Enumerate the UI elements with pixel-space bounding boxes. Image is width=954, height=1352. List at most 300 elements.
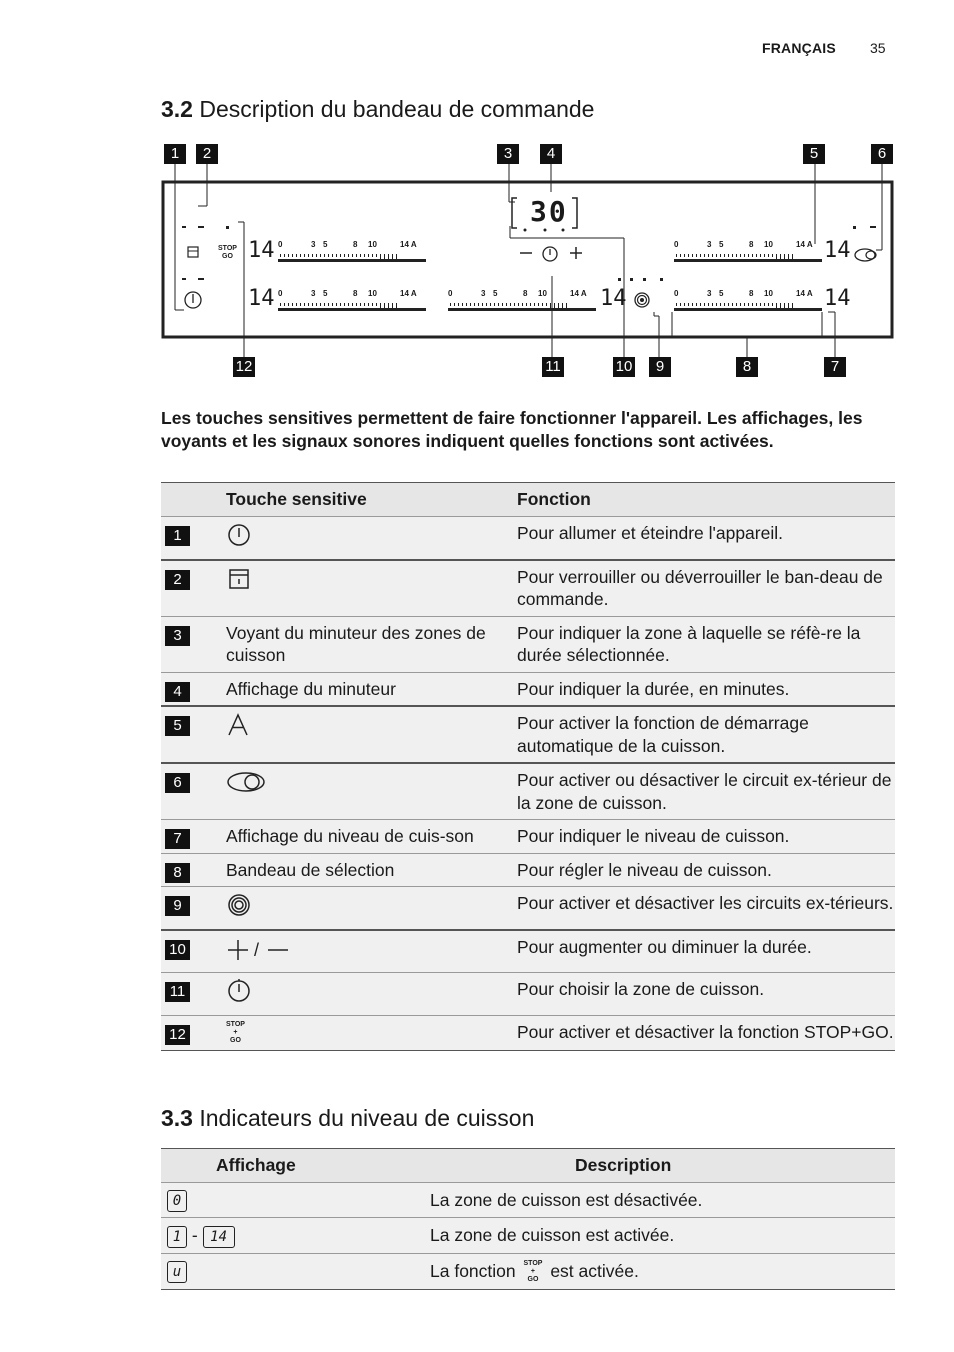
slider-tick bbox=[696, 254, 697, 257]
table-row bbox=[161, 887, 895, 930]
section-title-3-2 bbox=[161, 96, 594, 123]
slider-tick bbox=[332, 254, 333, 257]
scale-tick-label: 5 bbox=[323, 289, 328, 298]
slider-tick bbox=[328, 254, 329, 257]
slider-tick bbox=[384, 303, 385, 308]
header-function: Fonction bbox=[517, 483, 895, 517]
slider-tick bbox=[296, 303, 297, 306]
slider-tick bbox=[308, 303, 309, 306]
function-cell: Pour allumer et éteindre l'appareil. bbox=[517, 517, 895, 560]
scale-tick-label: 3 bbox=[481, 289, 486, 298]
display-zero: 0 bbox=[167, 1190, 187, 1212]
slider-tick bbox=[744, 303, 745, 306]
slider-tick bbox=[364, 254, 365, 257]
slider-tick bbox=[680, 303, 681, 306]
slider-tick bbox=[292, 303, 293, 306]
slider-tick bbox=[470, 303, 471, 306]
scale-tick-label: 0 bbox=[278, 240, 283, 249]
slider-tick bbox=[566, 303, 567, 308]
scale-tick-label: 0 bbox=[278, 289, 283, 298]
display-u: u bbox=[167, 1261, 187, 1283]
table-row bbox=[161, 616, 895, 672]
callout-11: 11 bbox=[542, 357, 564, 377]
timer-icon bbox=[226, 978, 252, 1010]
slider-bar bbox=[448, 308, 596, 311]
table-row bbox=[161, 763, 895, 820]
slider-tick bbox=[760, 254, 761, 257]
slider-tick bbox=[312, 254, 313, 257]
slider-tick bbox=[344, 303, 345, 306]
slider-tick bbox=[792, 303, 793, 308]
slider-tick bbox=[538, 303, 539, 306]
slider-tick bbox=[360, 254, 361, 257]
function-cell: Pour indiquer la durée, en minutes. bbox=[517, 672, 895, 706]
row-number-badge: 10 bbox=[165, 940, 190, 960]
level-display-3: 14 bbox=[600, 286, 627, 311]
scale-tick-label: 3 bbox=[707, 240, 712, 249]
slider-tick bbox=[736, 254, 737, 257]
slider-tick bbox=[764, 303, 765, 306]
slider-tick bbox=[760, 303, 761, 306]
slider-tick bbox=[384, 254, 385, 259]
function-cell: Pour activer la fonction de démarrage automatique de la cuisson. bbox=[517, 706, 895, 763]
lock-icon bbox=[226, 566, 252, 598]
slider-tick bbox=[304, 254, 305, 257]
function-cell: Pour activer et désactiver les circuits ex-térieurs. bbox=[517, 887, 895, 930]
slider-tick bbox=[780, 254, 781, 259]
scale-tick-label: 8 bbox=[749, 240, 754, 249]
slider-tick bbox=[376, 303, 377, 306]
section-number: 3.3 bbox=[161, 1105, 193, 1131]
slider-tick bbox=[332, 303, 333, 306]
slider-tick bbox=[740, 303, 741, 306]
scale-tick-label: 5 bbox=[719, 240, 724, 249]
row-number-cell bbox=[161, 560, 226, 617]
slider-tick bbox=[780, 303, 781, 308]
row-number-cell bbox=[161, 1015, 226, 1050]
slider-tick bbox=[712, 303, 713, 306]
callout-3: 3 bbox=[497, 144, 519, 164]
slider-tick bbox=[530, 303, 531, 306]
slider-bar bbox=[674, 308, 822, 311]
touch-cell bbox=[226, 1015, 517, 1050]
header-display: Affichage bbox=[161, 1149, 416, 1183]
range-separator: - bbox=[191, 1225, 198, 1246]
slider-tick bbox=[740, 254, 741, 257]
slider-tick bbox=[486, 303, 487, 306]
slider-tick bbox=[510, 303, 511, 306]
scale-tick-label: 3 bbox=[311, 240, 316, 249]
slider-tick bbox=[340, 303, 341, 306]
slider-tick bbox=[688, 254, 689, 257]
slider-tick bbox=[708, 254, 709, 257]
function-cell: Pour augmenter ou diminuer la durée. bbox=[517, 930, 895, 973]
row-number-badge: 5 bbox=[165, 716, 190, 736]
table-row bbox=[161, 560, 895, 617]
display-cell bbox=[161, 1183, 416, 1218]
slider-tick bbox=[676, 254, 677, 257]
description-cell bbox=[416, 1253, 895, 1289]
slider-tick bbox=[680, 254, 681, 257]
description-cell: La zone de cuisson est désactivée. bbox=[416, 1183, 895, 1218]
description-cell: La zone de cuisson est activée. bbox=[416, 1218, 895, 1253]
slider-tick bbox=[368, 303, 369, 306]
scale-tick-label: 5 bbox=[719, 289, 724, 298]
slider-tick bbox=[316, 254, 317, 257]
slider-tick bbox=[368, 254, 369, 257]
touch-cell bbox=[226, 930, 517, 973]
slider-tick bbox=[696, 303, 697, 306]
slider-tick bbox=[752, 303, 753, 306]
header-touch: Touche sensitive bbox=[226, 483, 517, 517]
slider-tick bbox=[348, 254, 349, 257]
slider-tick bbox=[308, 254, 309, 257]
display-cell bbox=[161, 1218, 416, 1253]
callout-2: 2 bbox=[196, 144, 218, 164]
slider-tick bbox=[450, 303, 451, 306]
slider-tick bbox=[542, 303, 543, 306]
row-number-cell bbox=[161, 616, 226, 672]
section-title-3-3 bbox=[161, 1105, 534, 1132]
slider-tick bbox=[296, 254, 297, 257]
slider-tick bbox=[752, 254, 753, 257]
touch-cell bbox=[226, 672, 517, 706]
function-cell: Pour indiquer la zone à laquelle se réfè-re la durée sélectionnée. bbox=[517, 616, 895, 672]
slider-tick bbox=[768, 254, 769, 257]
slider-tick bbox=[724, 254, 725, 257]
slider-tick bbox=[684, 254, 685, 257]
slider-tick bbox=[396, 303, 397, 308]
slider-tick bbox=[324, 254, 325, 257]
slider-tick bbox=[506, 303, 507, 306]
callout-4: 4 bbox=[540, 144, 562, 164]
slider-tick bbox=[348, 303, 349, 306]
slider-tick bbox=[288, 303, 289, 306]
display-one: 1 bbox=[167, 1226, 187, 1248]
letter-a-icon bbox=[226, 712, 252, 744]
stop-go-icon: STOP + GO bbox=[226, 1020, 245, 1044]
power-icon bbox=[226, 522, 252, 554]
slider-bar bbox=[674, 259, 822, 262]
callout-9: 9 bbox=[649, 357, 671, 377]
slider-tick bbox=[764, 254, 765, 257]
slider-tick bbox=[380, 254, 381, 259]
slider-tick bbox=[558, 303, 559, 308]
scale-tick-label: 8 bbox=[353, 240, 358, 249]
slider-tick bbox=[396, 254, 397, 259]
scale-tick-label: 3 bbox=[707, 289, 712, 298]
slider-tick bbox=[364, 303, 365, 306]
slider-tick bbox=[312, 303, 313, 306]
row-number-cell bbox=[161, 672, 226, 706]
slider-tick bbox=[300, 303, 301, 306]
table-header-row bbox=[161, 483, 895, 517]
touch-label: Voyant du minuteur des zones de cuisson bbox=[226, 622, 486, 665]
slider-tick bbox=[772, 254, 773, 257]
scale-tick-label: 10 bbox=[538, 289, 547, 298]
slider-tick bbox=[388, 303, 389, 308]
slider-tick bbox=[776, 303, 777, 308]
header-language: FRANÇAIS bbox=[762, 40, 836, 56]
row-number-cell bbox=[161, 706, 226, 763]
scale-tick-label: 5 bbox=[323, 240, 328, 249]
function-cell: Pour verrouiller ou déverrouiller le ban-deau de commande. bbox=[517, 560, 895, 617]
slider-tick bbox=[522, 303, 523, 306]
plus-minus-icon bbox=[226, 936, 296, 968]
slider-tick bbox=[788, 254, 789, 259]
slider-tick bbox=[736, 303, 737, 306]
slider-tick bbox=[514, 303, 515, 306]
slider-tick bbox=[550, 303, 551, 308]
level-display-4: 14 bbox=[824, 238, 851, 263]
table-row bbox=[161, 973, 895, 1016]
section-number: 3.2 bbox=[161, 96, 193, 122]
slider-tick bbox=[474, 303, 475, 306]
slider-tick bbox=[494, 303, 495, 306]
slider-tick bbox=[732, 254, 733, 257]
row-number-badge: 7 bbox=[165, 829, 190, 849]
scale-tick-label: 8 bbox=[353, 289, 358, 298]
intro-paragraph: Les touches sensitives permettent de faire fonctionner l'appareil. Les affichages, les voyants et les signaux sonores indiquent quelles fonctions sont activées. bbox=[161, 408, 863, 451]
slider-tick bbox=[320, 254, 321, 257]
slider-tick bbox=[360, 303, 361, 306]
display-cell bbox=[161, 1253, 416, 1289]
slider-tick bbox=[502, 303, 503, 306]
slider-tick bbox=[716, 303, 717, 306]
table-row bbox=[161, 1183, 895, 1218]
slider-bar bbox=[278, 308, 426, 311]
table-row bbox=[161, 853, 895, 887]
touch-cell bbox=[226, 616, 517, 672]
slider-tick bbox=[768, 303, 769, 306]
slider-tick bbox=[376, 254, 377, 257]
scale-tick-label: 14 A bbox=[400, 289, 417, 298]
level-display-2: 14 bbox=[248, 286, 275, 311]
slider-tick bbox=[292, 254, 293, 257]
slider-tick bbox=[340, 254, 341, 257]
function-cell: Pour régler le niveau de cuisson. bbox=[517, 853, 895, 887]
slider-tick bbox=[478, 303, 479, 306]
slider-tick bbox=[518, 303, 519, 306]
touch-cell bbox=[226, 887, 517, 930]
stop-go-icon: STOP + GO bbox=[523, 1259, 543, 1283]
touch-label: Bandeau de sélection bbox=[226, 859, 395, 880]
scale-tick-label: 0 bbox=[674, 289, 679, 298]
slider-tick bbox=[336, 254, 337, 257]
scale-tick-label: 10 bbox=[368, 289, 377, 298]
slider-tick bbox=[692, 303, 693, 306]
slider-tick bbox=[676, 303, 677, 306]
callout-5: 5 bbox=[803, 144, 825, 164]
slider-tick bbox=[756, 303, 757, 306]
slider-tick bbox=[748, 303, 749, 306]
slider-tick bbox=[744, 254, 745, 257]
header-num bbox=[161, 483, 226, 517]
callout-8: 8 bbox=[736, 357, 758, 377]
table-row bbox=[161, 517, 895, 560]
slider-tick bbox=[688, 303, 689, 306]
slider-tick bbox=[344, 254, 345, 257]
slider-tick bbox=[684, 303, 685, 306]
touch-cell bbox=[226, 853, 517, 887]
table-row bbox=[161, 1015, 895, 1050]
slider-tick bbox=[392, 303, 393, 308]
function-cell: Pour choisir la zone de cuisson. bbox=[517, 973, 895, 1016]
row-number-badge: 12 bbox=[165, 1025, 190, 1045]
slider-tick bbox=[784, 303, 785, 308]
row-number-badge: 8 bbox=[165, 863, 190, 883]
section-title-text: Indicateurs du niveau de cuisson bbox=[199, 1105, 535, 1131]
table-row bbox=[161, 706, 895, 763]
slider-tick bbox=[372, 254, 373, 257]
scale-tick-label: 5 bbox=[493, 289, 498, 298]
slider-tick bbox=[466, 303, 467, 306]
slider-tick bbox=[700, 303, 701, 306]
table-header-row bbox=[161, 1149, 895, 1183]
slider-tick bbox=[704, 254, 705, 257]
callout-1: 1 bbox=[164, 144, 186, 164]
touch-cell bbox=[226, 973, 517, 1016]
slider-tick bbox=[328, 303, 329, 306]
slider-tick bbox=[498, 303, 499, 306]
slider-tick bbox=[784, 254, 785, 259]
description-after: est activée. bbox=[550, 1260, 639, 1281]
row-number-badge: 4 bbox=[165, 682, 190, 702]
slider-tick bbox=[482, 303, 483, 306]
slider-tick bbox=[280, 254, 281, 257]
touch-cell bbox=[226, 763, 517, 820]
slider-tick bbox=[724, 303, 725, 306]
table-row bbox=[161, 672, 895, 706]
scale-tick-label: 14 A bbox=[796, 289, 813, 298]
row-number-cell bbox=[161, 853, 226, 887]
slider-tick bbox=[692, 254, 693, 257]
slider-tick bbox=[756, 254, 757, 257]
slider-tick bbox=[748, 254, 749, 257]
table-row bbox=[161, 930, 895, 973]
slider-tick bbox=[788, 303, 789, 308]
touch-cell bbox=[226, 517, 517, 560]
header-description: Description bbox=[416, 1149, 895, 1183]
section-title-text: Description du bandeau de commande bbox=[199, 96, 595, 122]
control-panel-diagram bbox=[160, 140, 900, 380]
slider-tick bbox=[324, 303, 325, 306]
scale-tick-label: 10 bbox=[368, 240, 377, 249]
touch-cell bbox=[226, 706, 517, 763]
callout-10: 10 bbox=[613, 357, 635, 377]
slider-tick bbox=[380, 303, 381, 308]
row-number-badge: 3 bbox=[165, 626, 190, 646]
slider-tick bbox=[728, 303, 729, 306]
slider-tick bbox=[562, 303, 563, 308]
slider-tick bbox=[490, 303, 491, 306]
slider-tick bbox=[304, 303, 305, 306]
callout-6: 6 bbox=[871, 144, 893, 164]
row-number-cell bbox=[161, 973, 226, 1016]
slider-tick bbox=[708, 303, 709, 306]
level-display-5: 14 bbox=[824, 286, 851, 311]
function-cell: Pour indiquer le niveau de cuisson. bbox=[517, 820, 895, 854]
row-number-cell bbox=[161, 517, 226, 560]
concentric-circles-icon bbox=[226, 892, 252, 924]
callout-7: 7 bbox=[824, 357, 846, 377]
row-number-badge: 9 bbox=[165, 896, 190, 916]
slider-tick bbox=[720, 303, 721, 306]
slider-tick bbox=[792, 254, 793, 259]
slider-tick bbox=[356, 303, 357, 306]
slider-tick bbox=[352, 303, 353, 306]
callout-12: 12 bbox=[233, 357, 255, 377]
row-number-badge: 1 bbox=[165, 526, 190, 546]
slider-tick bbox=[280, 303, 281, 306]
stop-go-label: STOP GO bbox=[218, 245, 237, 260]
table-row bbox=[161, 1253, 895, 1289]
slider-tick bbox=[356, 254, 357, 257]
slider-tick bbox=[776, 254, 777, 259]
row-number-cell bbox=[161, 887, 226, 930]
touch-controls-table bbox=[161, 482, 895, 1051]
slider-tick bbox=[300, 254, 301, 257]
slider-tick bbox=[462, 303, 463, 306]
slider-tick bbox=[372, 303, 373, 306]
slider-tick bbox=[712, 254, 713, 257]
svg-text:/: / bbox=[254, 939, 260, 960]
slider-tick bbox=[700, 254, 701, 257]
page-number: 35 bbox=[870, 40, 886, 56]
slider-tick bbox=[772, 303, 773, 306]
slider-tick bbox=[352, 254, 353, 257]
slider-tick bbox=[454, 303, 455, 306]
scale-tick-label: 3 bbox=[311, 289, 316, 298]
row-number-badge: 2 bbox=[165, 570, 190, 590]
slider-tick bbox=[316, 303, 317, 306]
row-number-badge: 11 bbox=[165, 982, 190, 1002]
slider-tick bbox=[526, 303, 527, 306]
scale-tick-label: 10 bbox=[764, 289, 773, 298]
scale-tick-label: 0 bbox=[674, 240, 679, 249]
slider-tick bbox=[284, 303, 285, 306]
scale-tick-label: 8 bbox=[523, 289, 528, 298]
slider-tick bbox=[720, 254, 721, 257]
slider-tick bbox=[284, 254, 285, 257]
slider-tick bbox=[336, 303, 337, 306]
scale-tick-label: 0 bbox=[448, 289, 453, 298]
slider-tick bbox=[388, 254, 389, 259]
scale-tick-label: 14 A bbox=[400, 240, 417, 249]
slider-tick bbox=[554, 303, 555, 308]
slider-tick bbox=[728, 254, 729, 257]
scale-tick-label: 10 bbox=[764, 240, 773, 249]
table-row bbox=[161, 820, 895, 854]
table-row bbox=[161, 1218, 895, 1253]
scale-tick-label: 14 A bbox=[570, 289, 587, 298]
slider-group bbox=[278, 254, 822, 311]
scale-tick-label: 14 A bbox=[796, 240, 813, 249]
function-cell: Pour activer et désactiver la fonction STOP+GO. bbox=[517, 1015, 895, 1050]
touch-cell bbox=[226, 560, 517, 617]
double-circle-icon bbox=[226, 769, 266, 801]
description-before: La fonction bbox=[430, 1260, 516, 1281]
level-indicators-table bbox=[161, 1148, 895, 1290]
touch-cell bbox=[226, 820, 517, 854]
row-number-badge: 6 bbox=[165, 773, 190, 793]
slider-tick bbox=[392, 254, 393, 259]
scale-tick-label: 8 bbox=[749, 289, 754, 298]
touch-label: Affichage du niveau de cuis-son bbox=[226, 826, 474, 846]
display-fourteen: 14 bbox=[203, 1226, 235, 1248]
level-display-1: 14 bbox=[248, 238, 275, 263]
slider-tick bbox=[458, 303, 459, 306]
